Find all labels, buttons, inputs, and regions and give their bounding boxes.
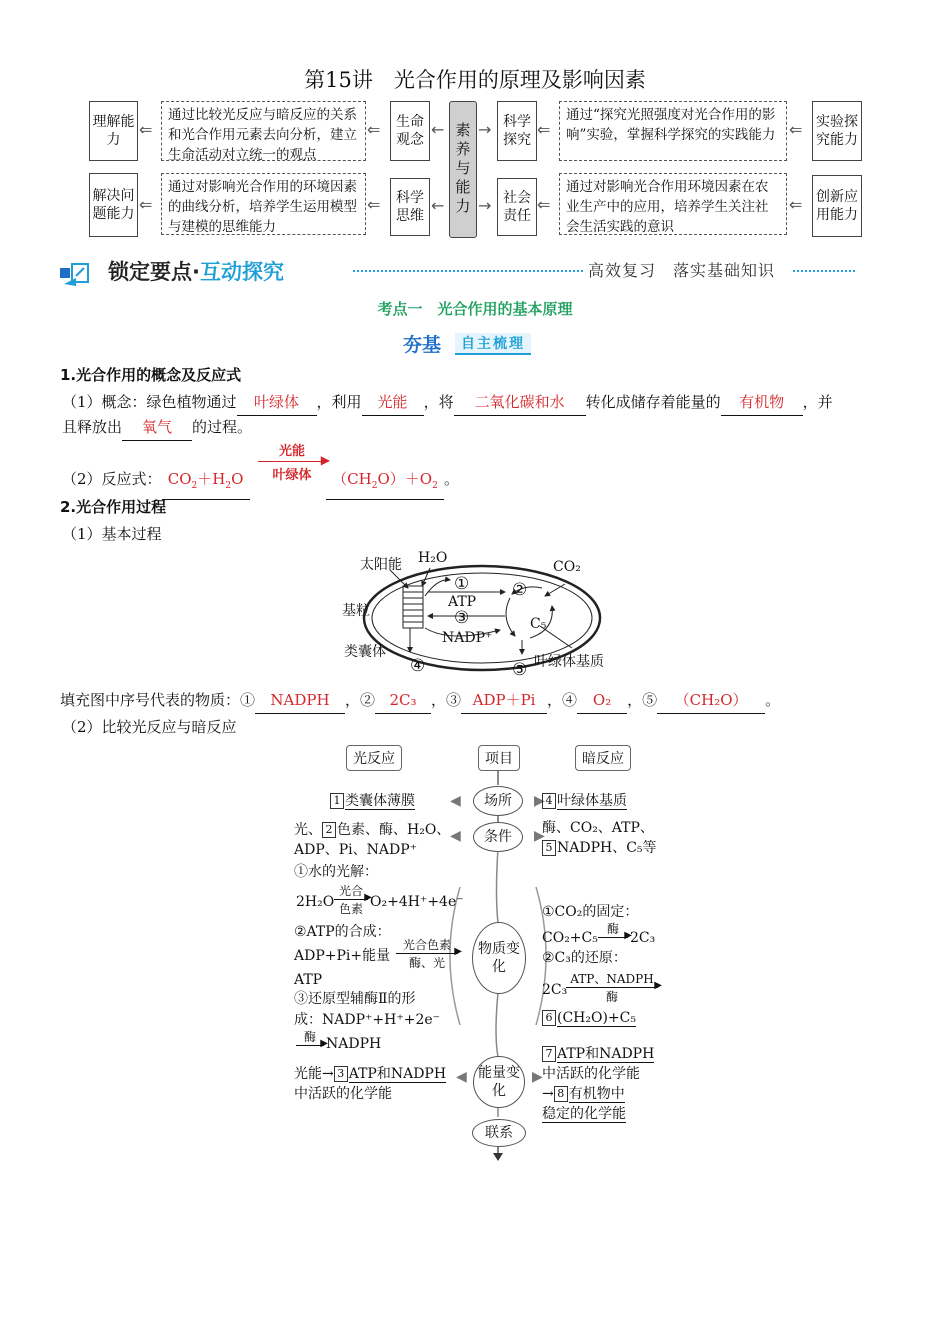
svg-text:▶: ▶ (532, 1069, 543, 1085)
light-atp-synthesis: ②ATP的合成： (294, 924, 391, 940)
arrow-label: 酶 (606, 922, 619, 936)
atp-product: ATP (294, 972, 323, 988)
arrow-left-icon: ← (431, 120, 445, 139)
text: 稳定的化学能 (542, 1106, 626, 1122)
arrow-line: ▶ (258, 461, 326, 462)
svg-text:▶: ▶ (534, 828, 545, 844)
arrow-label: 光合 (338, 884, 363, 898)
answer-blank: 二氧化碳和水 (454, 389, 586, 416)
arrow-condition-bottom: 叶绿体 (272, 468, 312, 483)
double-arrow-icon: ⇐ (789, 120, 803, 139)
text: ①水的光解： (294, 864, 378, 880)
number-square: 6 (542, 1010, 556, 1026)
topic-heading: 考点一 光合作用的基本原理 (377, 300, 573, 318)
label-grana: 基粒 (342, 603, 370, 619)
number-square: 4 (542, 793, 556, 809)
double-arrow-icon: ⇐ (139, 195, 153, 214)
light-nadph-formation: ③还原型辅酶Ⅱ的形 (294, 991, 416, 1007)
arrow-label: 光合色素 (402, 938, 451, 952)
inner-box-scientific-thinking: 科学思维 (390, 178, 430, 236)
fix-arrow: 酶 ▶ (598, 920, 628, 938)
text: 2H₂O (296, 894, 335, 910)
self-study-label: 自主梳理 (455, 333, 531, 355)
section-title-black: 锁定要点· (108, 260, 200, 284)
label-n2: ② (512, 580, 528, 600)
label-atp: ATP (448, 594, 477, 610)
number-square: 5 (542, 840, 556, 856)
light-water-photolysis (294, 862, 378, 882)
desc-box-responsibility: 通过对影响光合作用环境因素在农业生产中的应用，培养学生关注社会生活实践的意识 (559, 173, 787, 235)
heading-concept: 1.光合作用的概念及反应式 (60, 366, 242, 384)
concept-line-2 (62, 414, 252, 441)
arrow-label: 色素 (338, 902, 363, 916)
text: ，将 (423, 393, 454, 411)
place-light (330, 791, 415, 811)
fill-blanks-line (60, 687, 780, 714)
fix-product: 2C₃ (630, 930, 656, 946)
label-nadp: NADP⁺ (442, 630, 493, 646)
answer-blank: O₂ (577, 687, 627, 714)
svg-text:▶: ▶ (534, 793, 545, 809)
oval-energy-change: 能量变化 (473, 1056, 525, 1108)
text: 中活跃的化学能 (542, 1066, 640, 1082)
text: ，② (345, 691, 376, 709)
text: NADPH、C₅等 (557, 840, 657, 856)
energy-dark (542, 1044, 654, 1124)
text: ，利用 (316, 393, 362, 411)
center-box-literacy: 素养与能力 (449, 101, 477, 238)
outer-box-problem-solving: 解决问题能力 (89, 173, 138, 237)
text: 且释放出 (62, 418, 123, 436)
arrow-label: 酶 (605, 990, 618, 1004)
text: 。 (765, 691, 781, 709)
label-n1: ① (454, 574, 470, 594)
nadph-arrow: 酶 ▶ (296, 1028, 324, 1046)
text: ，④ (547, 691, 578, 709)
text: ，③ (431, 691, 462, 709)
header-dark-reaction: 暗反应 (575, 745, 631, 771)
oval-place: 场所 (473, 786, 523, 816)
inner-box-life-concept: 生命观念 (390, 101, 430, 161)
grana-stack (403, 586, 423, 628)
double-arrow-icon: ⇐ (537, 195, 551, 214)
text: 酶、CO₂、ATP、 (542, 820, 654, 836)
equation-products (326, 466, 459, 500)
water-products: O₂+4H⁺+4e⁻ (370, 894, 464, 910)
answer-blank-products: $(CH_2O)+O_2$ (326, 466, 444, 500)
double-arrow-icon: ⇐ (537, 120, 551, 139)
inner-box-social-responsibility: 社会责任 (497, 178, 537, 236)
arrow-right-icon: → (478, 120, 492, 139)
label-n4: ④ (410, 656, 426, 676)
sub-basic-process: （1）基本过程 (62, 525, 162, 543)
sub-compare: （2）比较光反应与暗反应 (62, 718, 237, 736)
fix-eq: CO₂+C₅ (542, 930, 598, 946)
text: 转化成储存着能量的 (585, 393, 721, 411)
section-key-icon (58, 258, 102, 286)
label-n3: ③ (454, 608, 470, 628)
svg-text:◀: ◀ (450, 828, 461, 844)
label-c5: C₅ (530, 616, 547, 632)
arrow-label: 酶 (303, 1030, 316, 1044)
outer-box-understanding: 理解能力 (89, 101, 138, 161)
label-n5: ⑤ (512, 660, 528, 680)
text: ，并 (802, 393, 833, 411)
answer-blank: 氧气 (122, 414, 192, 441)
text: 有机物中 (568, 1086, 625, 1102)
text: 叶绿体基质 (557, 793, 627, 809)
number-square: 7 (542, 1046, 556, 1062)
oval-connection: 联系 (472, 1119, 526, 1147)
answer-blank: 2C₃ (375, 687, 431, 714)
answer-blank: ADP＋Pi (461, 687, 547, 714)
label-h2o: H₂O (418, 550, 448, 566)
text: ，⑤ (627, 691, 658, 709)
double-arrow-icon: ⇐ (789, 195, 803, 214)
red-eq: 2C₃ (542, 982, 568, 998)
header-item: 项目 (478, 745, 520, 771)
place-dark (542, 791, 627, 811)
text: 填充图中序号代表的物质：① (60, 691, 256, 709)
water-eq (296, 892, 334, 912)
desc-box-life: 通过比较光反应与暗反应的关系和光合作用元素去向分析，建立生命活动对立统一的观点 (161, 101, 366, 161)
double-arrow-icon: ⇐ (139, 120, 153, 139)
double-arrow-icon: ⇐ (367, 120, 381, 139)
arrow-condition-top: 光能 (278, 444, 305, 459)
red-arrow: ATP、NADPH ▶ 酶 (566, 970, 658, 1005)
outer-box-innovation: 创新应用能力 (812, 175, 862, 237)
answer-blank: 叶绿体 (237, 389, 317, 416)
text: ADP、Pi、NADP⁺ (294, 842, 418, 858)
energy-light (294, 1064, 446, 1104)
answer-blank: NADPH (255, 687, 345, 714)
number-square: 3 (334, 1066, 348, 1082)
text: 。 (444, 470, 460, 488)
cond-light (294, 820, 450, 860)
red-product (542, 1008, 636, 1028)
label-co2: CO₂ (553, 559, 581, 575)
atp-arrow: 光合色素 ▶ 酶、光 (396, 936, 458, 971)
text: 中活跃的化学能 (294, 1086, 392, 1102)
section-title (108, 256, 284, 286)
dotted-divider (793, 270, 855, 272)
text: 光、 (294, 822, 322, 838)
water-arrow: 光合 ▶ 色素 (334, 882, 368, 917)
page-title: 第15讲 光合作用的原理及影响因素 (304, 68, 646, 92)
arrow-left-icon: ← (431, 196, 445, 215)
outer-box-experiment: 实验探究能力 (812, 101, 862, 161)
arrow-label: 酶、光 (408, 956, 445, 970)
section-subtitle: 高效复习 落实基础知识 (588, 261, 776, 280)
dark-co2-fixation: ①CO₂的固定： (542, 904, 639, 920)
svg-text:◀: ◀ (450, 793, 461, 809)
desc-box-inquiry: 通过“探究光照强度对光合作用的影响”实验，掌握科学探究的实践能力 (559, 101, 787, 161)
answer-blank: （CH₂O） (657, 687, 765, 714)
text: （1）概念：绿色植物通过 (62, 393, 237, 411)
arrow-label: ATP、NADPH (570, 972, 654, 986)
number-square: 8 (554, 1086, 568, 1102)
oval-matter-change: 物质变化 (472, 922, 526, 994)
text: （2）反应式： (62, 470, 162, 488)
nadph-product: NADPH (326, 1036, 382, 1052)
header-light-reaction: 光反应 (346, 745, 402, 771)
text: ATP和NADPH (348, 1066, 447, 1082)
text: ATP和NADPH (557, 1046, 655, 1062)
inner-box-scientific-inquiry: 科学探究 (497, 101, 537, 161)
cond-dark (542, 818, 657, 858)
answer-blank: 有机物 (721, 389, 803, 416)
number-square: 2 (322, 822, 336, 838)
hangji-label: 夯基 (403, 334, 442, 356)
svg-text:◀: ◀ (456, 1069, 467, 1085)
dotted-divider (353, 270, 583, 272)
text: 的过程。 (192, 418, 253, 436)
desc-box-thinking: 通过对影响光合作用的环境因素的曲线分析，培养学生运用模型与建模的思维能力 (161, 173, 366, 235)
label-sun-energy: 太阳能 (360, 557, 402, 573)
arrow-right-icon: → (478, 196, 492, 215)
equation-arrow (258, 440, 330, 483)
number-square: 1 (330, 793, 344, 809)
double-arrow-icon: ⇐ (367, 195, 381, 214)
section-title-blue: 互动探究 (199, 260, 284, 284)
text: (CH₂O)+C₅ (557, 1010, 636, 1026)
label-stroma: 叶绿体基质 (534, 654, 604, 670)
oval-condition: 条件 (473, 822, 523, 852)
label-thylakoid: 类囊体 (344, 644, 386, 660)
text: → (542, 1086, 554, 1102)
section-header (58, 256, 858, 286)
dark-c3-reduction: ②C₃的还原： (542, 950, 627, 966)
concept-line-1 (62, 389, 833, 416)
text: 色素、酶、H₂O、 (337, 822, 451, 838)
nadph-eq: 成：NADP⁺+H⁺+2e⁻ (294, 1012, 441, 1028)
heading-process: 2.光合作用过程 (60, 498, 167, 516)
answer-blank: 光能 (362, 389, 424, 416)
text: 光能→ (294, 1066, 334, 1082)
atp-eq: ADP+Pi+能量 (294, 948, 391, 964)
text: 类囊体薄膜 (345, 793, 415, 809)
answer-blank-reactants: $CO_2+H_2O$ (162, 466, 250, 500)
